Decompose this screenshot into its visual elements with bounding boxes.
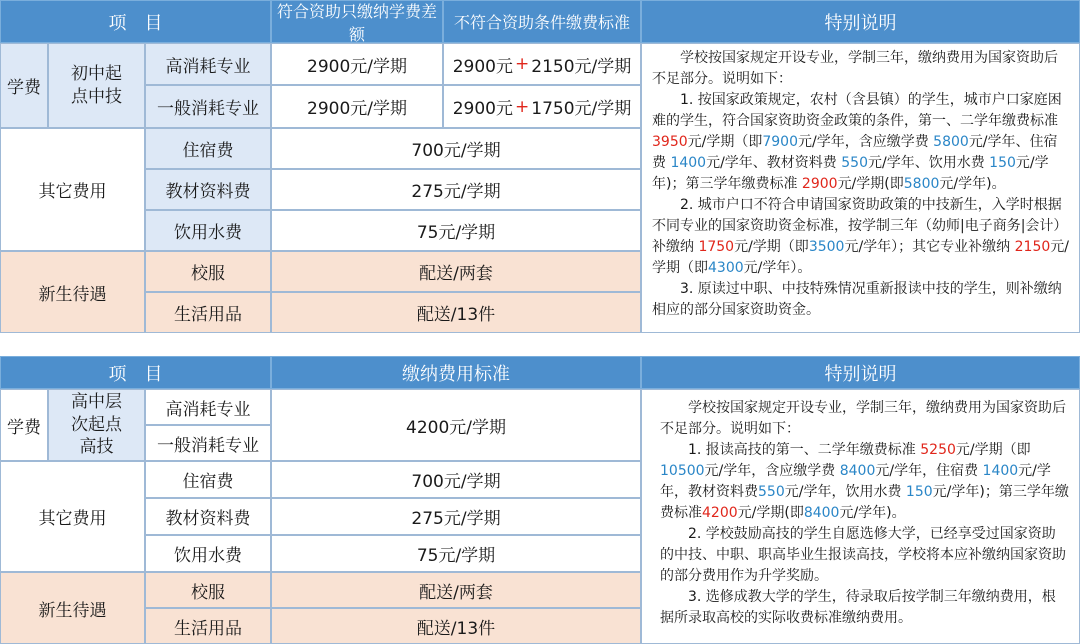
header-special-notes: 特别说明 (641, 0, 1080, 43)
lodging-fee-value: 700元/学期 (271, 461, 641, 498)
notes-item-1: 1. 报读高技的第一、二学年缴费标准 5250元/学期（即10500元/学年，含应缴学费 8400元/学年，住宿费 1400元/学年，教材资料费550元/学年，饮用水费 150元/学年)；第三学年缴费标准4200元/学期(即8400元/学年)。 (660, 442, 1069, 521)
water-fee-label: 饮用水费 (145, 535, 271, 572)
notes-intro: 学校按国家规定开设专业，学制三年，缴纳费用为国家资助后不足部分。说明如下： (660, 400, 1066, 437)
daily-supplies-label: 生活用品 (145, 292, 271, 333)
daily-supplies-value: 配送/13件 (271, 608, 641, 644)
major-high-consumption: 高消耗专业 (145, 43, 271, 85)
general-subsidized-fee: 2900元/学期 (271, 85, 443, 128)
lodging-fee-value: 700元/学期 (271, 128, 641, 169)
lodging-fee-label: 住宿费 (145, 461, 271, 498)
daily-supplies-label: 生活用品 (145, 608, 271, 644)
special-notes-senior (641, 389, 1080, 644)
major-general-consumption: 一般消耗专业 (145, 425, 271, 461)
notes-intro: 学校按国家规定开设专业，学制三年，缴纳费用为国家资助后不足部分。说明如下： (652, 50, 1058, 87)
fee-base: 2900元 (452, 99, 513, 119)
materials-fee-label: 教材资料费 (145, 498, 271, 535)
uniform-value: 配送/两套 (271, 251, 641, 292)
notes-item-1: 1. 按国家政策规定，农村（含县镇）的学生，城市户口家庭困难的学生，符合国家资助资金政策的条件，第一、二学年缴费标准 3950元/学期（即7900元/学年，含应缴学费 5800元/学年、住宿费 1400元/学年、教材资料费 550元/学年、饮用水费 150元/学年)；第三学年缴费标准 2900元/学期(即5800元/学年)。 (652, 92, 1062, 192)
header-subsidized-diff: 符合资助只缴纳学费差额 (271, 0, 443, 43)
other-fees-label: 其它费用 (0, 128, 145, 251)
tuition-label: 学费 (0, 389, 48, 461)
plus-sign: + (515, 54, 530, 74)
header-fee-standard: 缴纳费用标准 (271, 356, 641, 389)
water-fee-label: 饮用水费 (145, 210, 271, 251)
plus-sign: + (515, 96, 530, 117)
notes-item-3: 3. 原读过中职、中技特殊情况重新报读中技的学生，则补缴纳相应的部分国家资助资金。 (652, 281, 1062, 318)
uniform-label: 校服 (145, 572, 271, 608)
notes-item-2: 2. 城市户口不符合申请国家资助政策的中技新生，入学时根据不同专业的国家资助资金标准，按学制三年（幼师|电子商务|会计）补缴纳 1750元/学期（即3500元/学年）；其它专业补缴纳 2150元/学期（即4300元/学年）。 (652, 197, 1069, 276)
tuition-label: 学费 (0, 43, 48, 128)
uniform-value: 配送/两套 (271, 572, 641, 608)
new-student-benefits-label: 新生待遇 (0, 251, 145, 333)
high-subsidized-fee: 2900元/学期 (271, 43, 443, 85)
materials-fee-value: 275元/学期 (271, 169, 641, 210)
header-special-notes: 特别说明 (641, 356, 1080, 389)
new-student-benefits-label: 新生待遇 (0, 572, 145, 644)
uniform-label: 校服 (145, 251, 271, 292)
fee-base: 2900元 (452, 56, 513, 77)
materials-fee-label: 教材资料费 (145, 169, 271, 210)
header-nonqualified-standard: 不符合资助条件缴费标准 (443, 0, 641, 43)
high-nonqualified-fee (443, 43, 641, 85)
fee-extra: 1750元/学期 (531, 99, 632, 119)
major-general-consumption: 一般消耗专业 (145, 85, 271, 128)
lodging-fee-label: 住宿费 (145, 128, 271, 169)
entry-level-label: 初中起点中技 (48, 43, 145, 128)
materials-fee-value: 275元/学期 (271, 498, 641, 535)
water-fee-value: 75元/学期 (271, 535, 641, 572)
header-item: 项 目 (0, 356, 271, 389)
entry-level-label: 高中层次起点高技 (48, 389, 145, 461)
daily-supplies-value: 配送/13件 (271, 292, 641, 333)
special-notes-junior (641, 43, 1080, 333)
other-fees-label: 其它费用 (0, 461, 145, 572)
general-nonqualified-fee (443, 85, 641, 128)
water-fee-value: 75元/学期 (271, 210, 641, 251)
notes-item-2: 2. 学校鼓励高技的学生自愿选修大学，已经享受过国家资助的中技、中职、职高毕业生报读高技，学校将本应补缴纳国家资助的部分费用作为升学奖励。 (660, 526, 1066, 584)
header-item: 项 目 (0, 0, 271, 43)
major-high-consumption: 高消耗专业 (145, 389, 271, 425)
notes-item-3: 3. 选修成教大学的学生，待录取后按学制三年缴纳费用，根据所录取高校的实际收费标准缴纳费用。 (660, 589, 1056, 626)
fee-extra: 2150元/学期 (531, 56, 632, 77)
tuition-fee-value: 4200元/学期 (271, 389, 641, 461)
